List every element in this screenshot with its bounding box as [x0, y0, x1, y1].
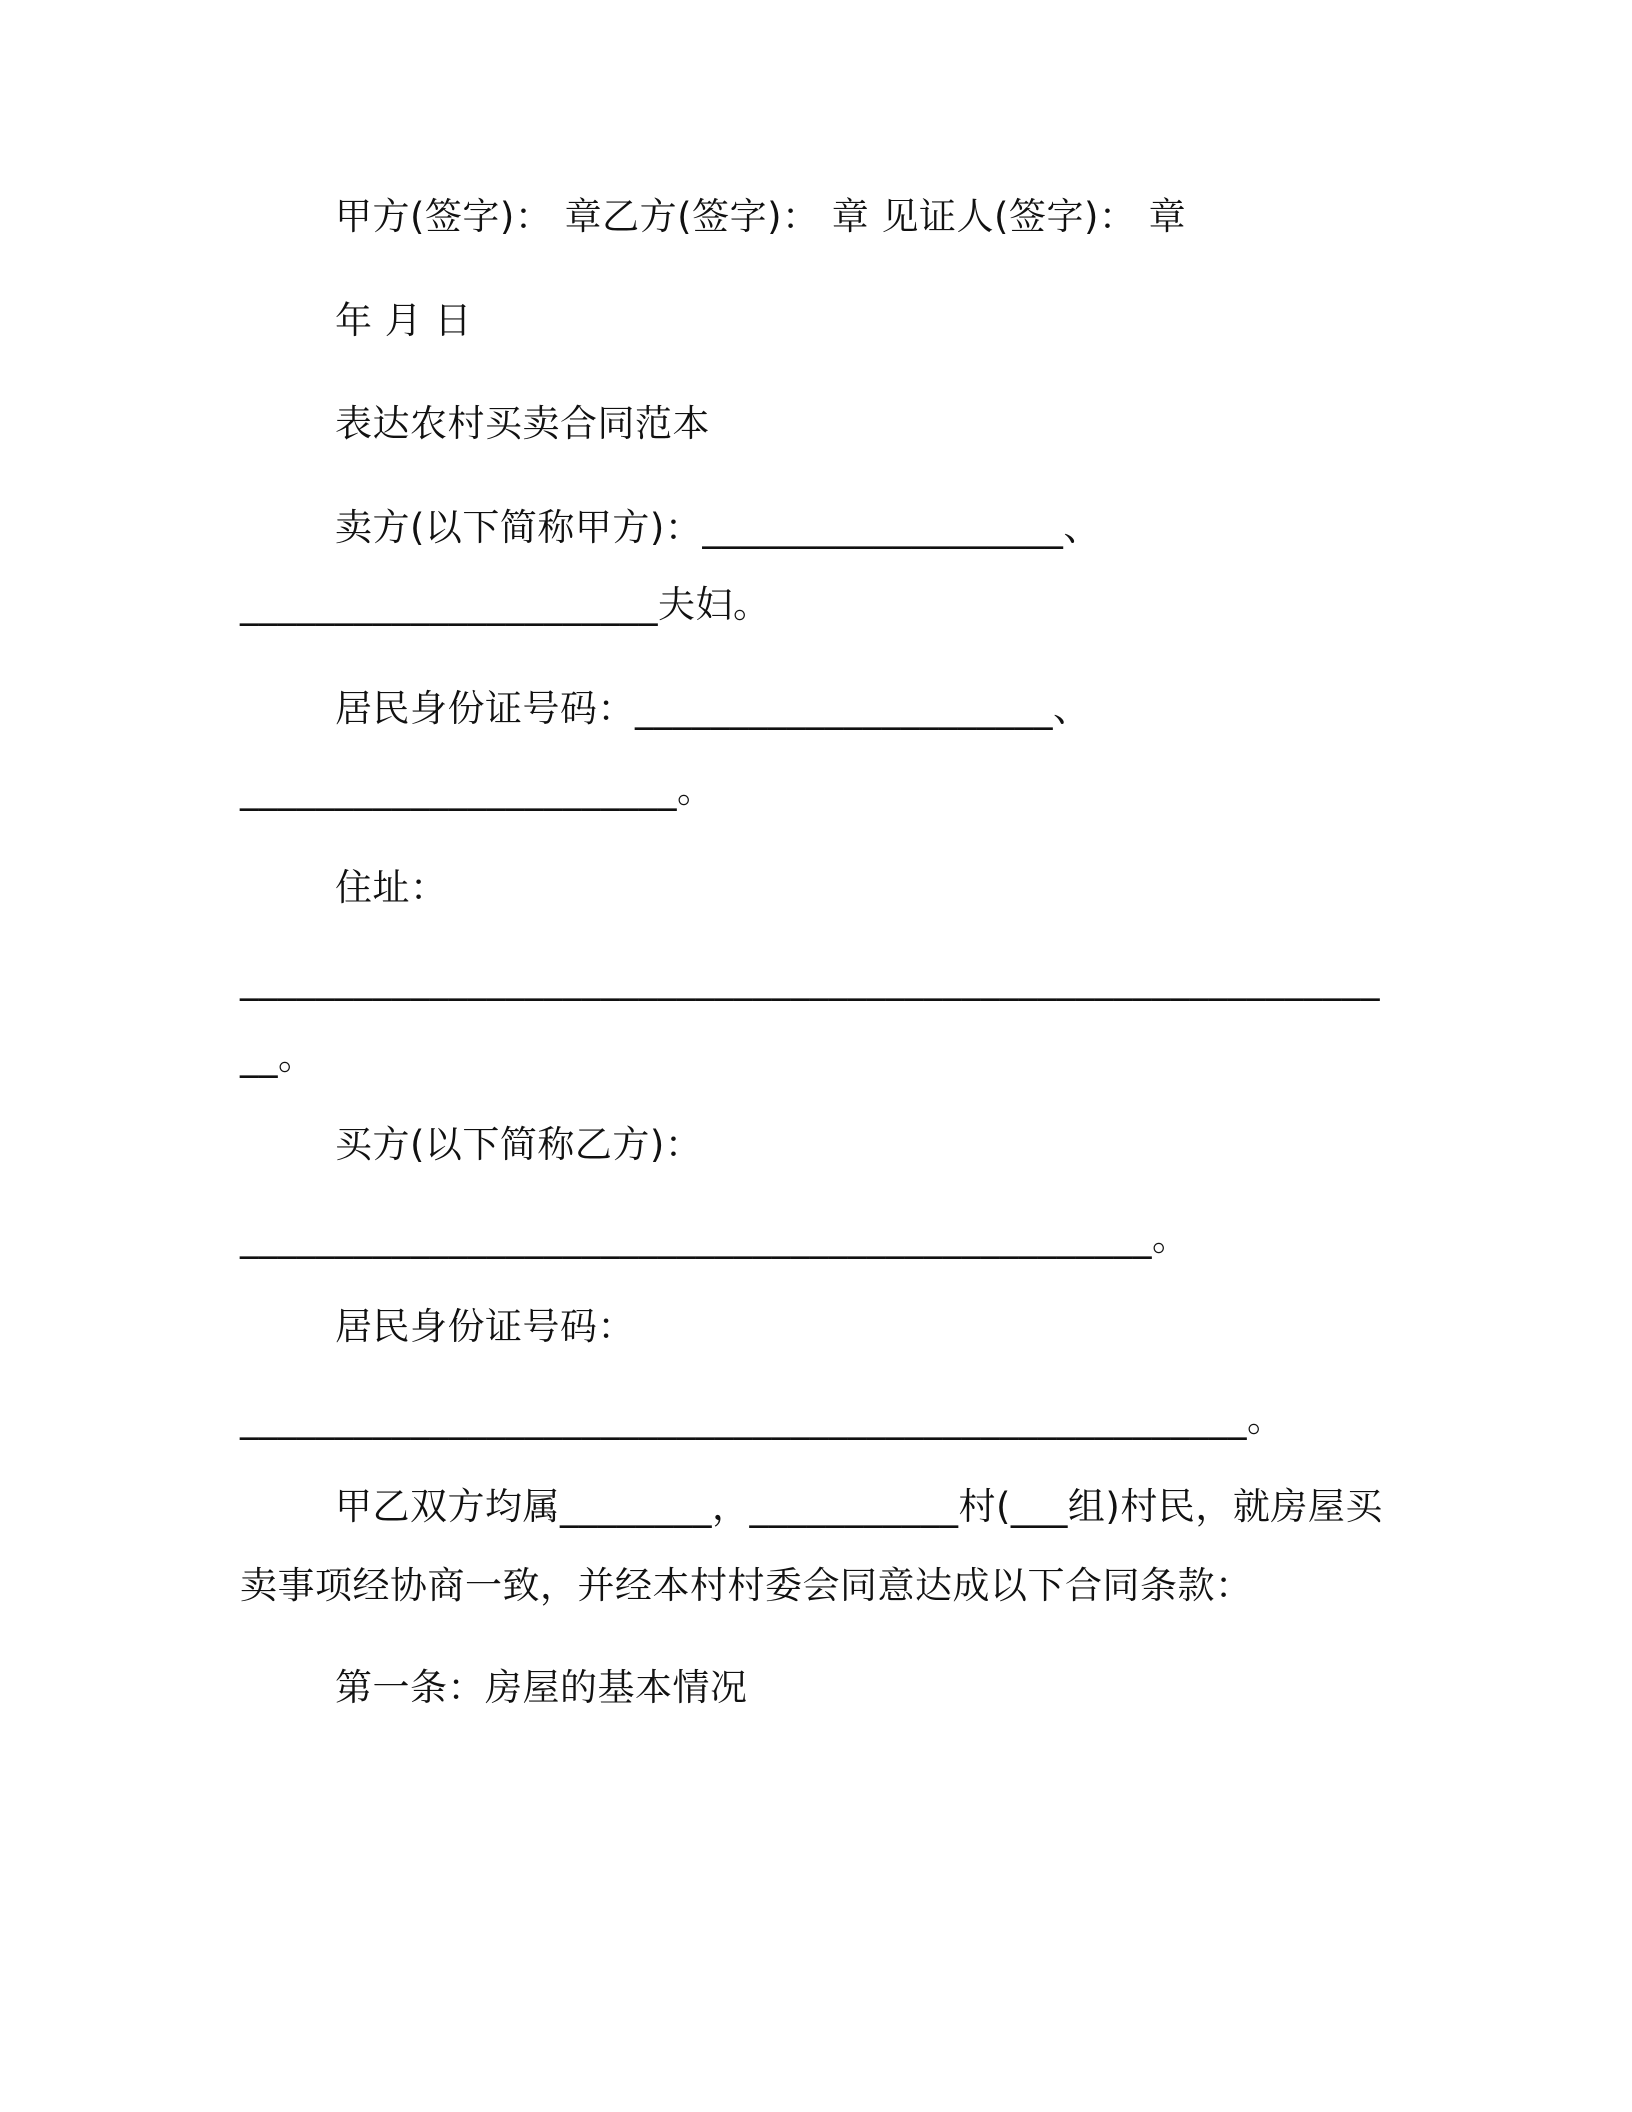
address-label: 住址：: [335, 866, 448, 909]
buyer-id-label: 居民身份证号码：: [335, 1305, 635, 1348]
document-title: 表达农村买卖合同范本: [335, 402, 710, 445]
agreement-paragraph-line-1: 甲乙双方均属________，___________村(___组)村民，就房屋买: [335, 1485, 1383, 1528]
seller-line: 卖方(以下简称甲方)：___________________、: [335, 506, 1101, 549]
agreement-paragraph-line-2: 卖事项经协商一致，并经本村村委会同意达成以下合同条款：: [240, 1564, 1253, 1607]
article-one-heading: 第一条：房屋的基本情况: [335, 1666, 748, 1709]
address-blank-line-end: __。: [240, 1035, 316, 1078]
buyer-blank-line: ________________________________________________。: [240, 1216, 1190, 1259]
buyer-label: 买方(以下简称乙方)：: [335, 1123, 703, 1166]
seller-id-line-continued: _______________________。: [240, 768, 715, 811]
buyer-id-blank-line: _____________________________________________________。: [240, 1397, 1285, 1440]
seller-line-continued: ______________________夫妇。: [240, 583, 771, 626]
date-line: 年 月 日: [335, 299, 473, 342]
seller-id-line: 居民身份证号码：______________________、: [335, 687, 1091, 730]
signature-line: 甲方(签字)： 章乙方(签字)： 章 见证人(签字)： 章: [335, 195, 1187, 238]
address-blank-line: ____________________________________________________________: [240, 958, 1380, 1001]
